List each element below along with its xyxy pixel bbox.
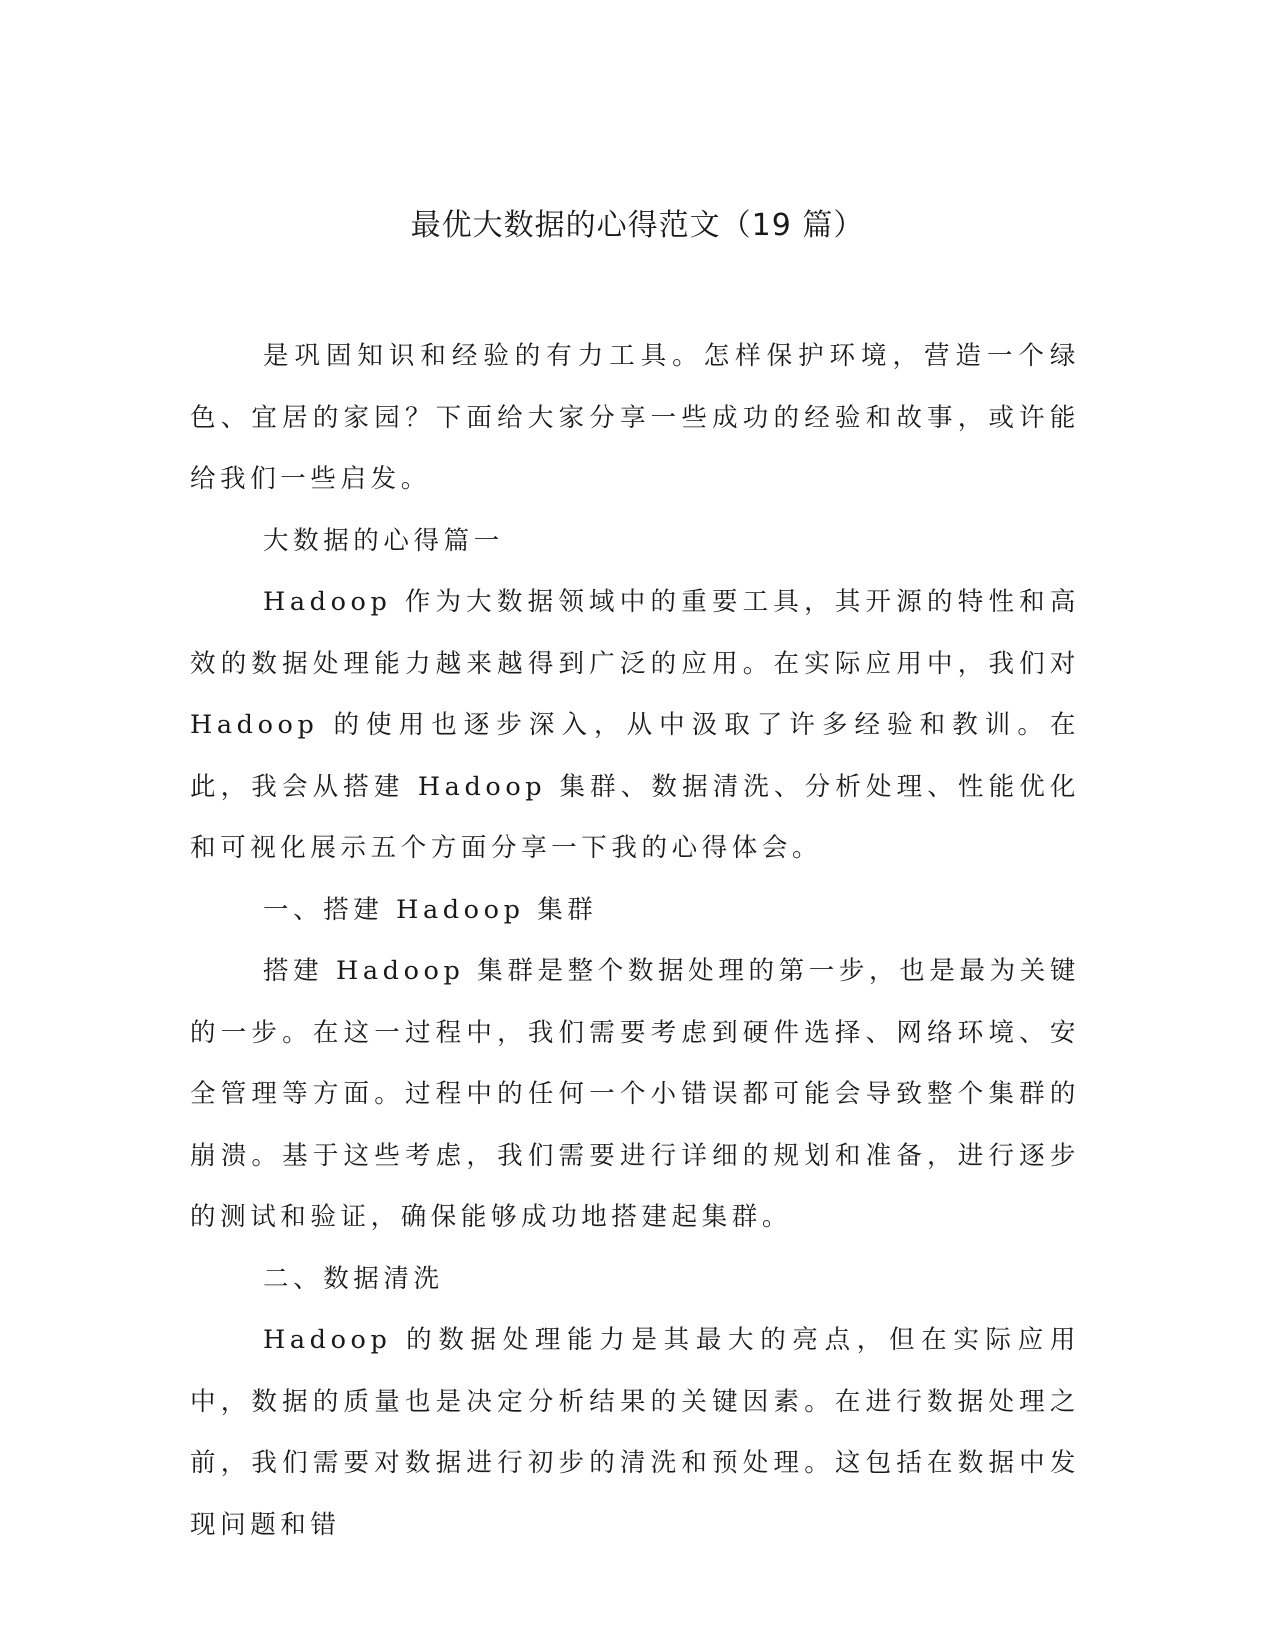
hadoop-overview-paragraph: Hadoop 作为大数据领域中的重要工具，其开源的特性和高效的数据处理能力越来越得到广泛的应用。在实际应用中，我们对 Hadoop 的使用也逐步深入，从中汲取了许多经验和教训。在此，我会从搭建 Hadoop 集群、数据清洗、分析处理、性能优化和可视化展示五个方面分享一下我的心得体会。 xyxy=(190,587,1080,863)
subheading-data-cleaning: 二、数据清洗 xyxy=(263,1263,444,1294)
section-heading-part-one: 大数据的心得篇一 xyxy=(263,525,504,556)
document-title: 最优大数据的心得范文（19 篇） xyxy=(410,208,865,243)
intro-paragraph: 是巩固知识和经验的有力工具。怎样保护环境，营造一个绿色、宜居的家园？下面给大家分享一些成功的经验和故事，或许能给我们一些启发。 xyxy=(190,341,1080,494)
data-cleaning-paragraph: Hadoop 的数据处理能力是其最大的亮点，但在实际应用中，数据的质量也是决定分析结果的关键因素。在进行数据处理之前，我们需要对数据进行初步的清洗和预处理。这包括在数据中发现问题和错 xyxy=(190,1325,1080,1540)
build-cluster-paragraph: 搭建 Hadoop 集群是整个数据处理的第一步，也是最为关键的一步。在这一过程中，我们需要考虑到硬件选择、网络环境、安全管理等方面。过程中的任何一个小错误都可能会导致整个集群的崩溃。基于这些考虑，我们需要进行详细的规划和准备，进行逐步的测试和验证，确保能够成功地搭建起集群。 xyxy=(190,956,1080,1232)
subheading-build-cluster: 一、搭建 Hadoop 集群 xyxy=(263,894,598,925)
document-body xyxy=(190,326,1080,1556)
